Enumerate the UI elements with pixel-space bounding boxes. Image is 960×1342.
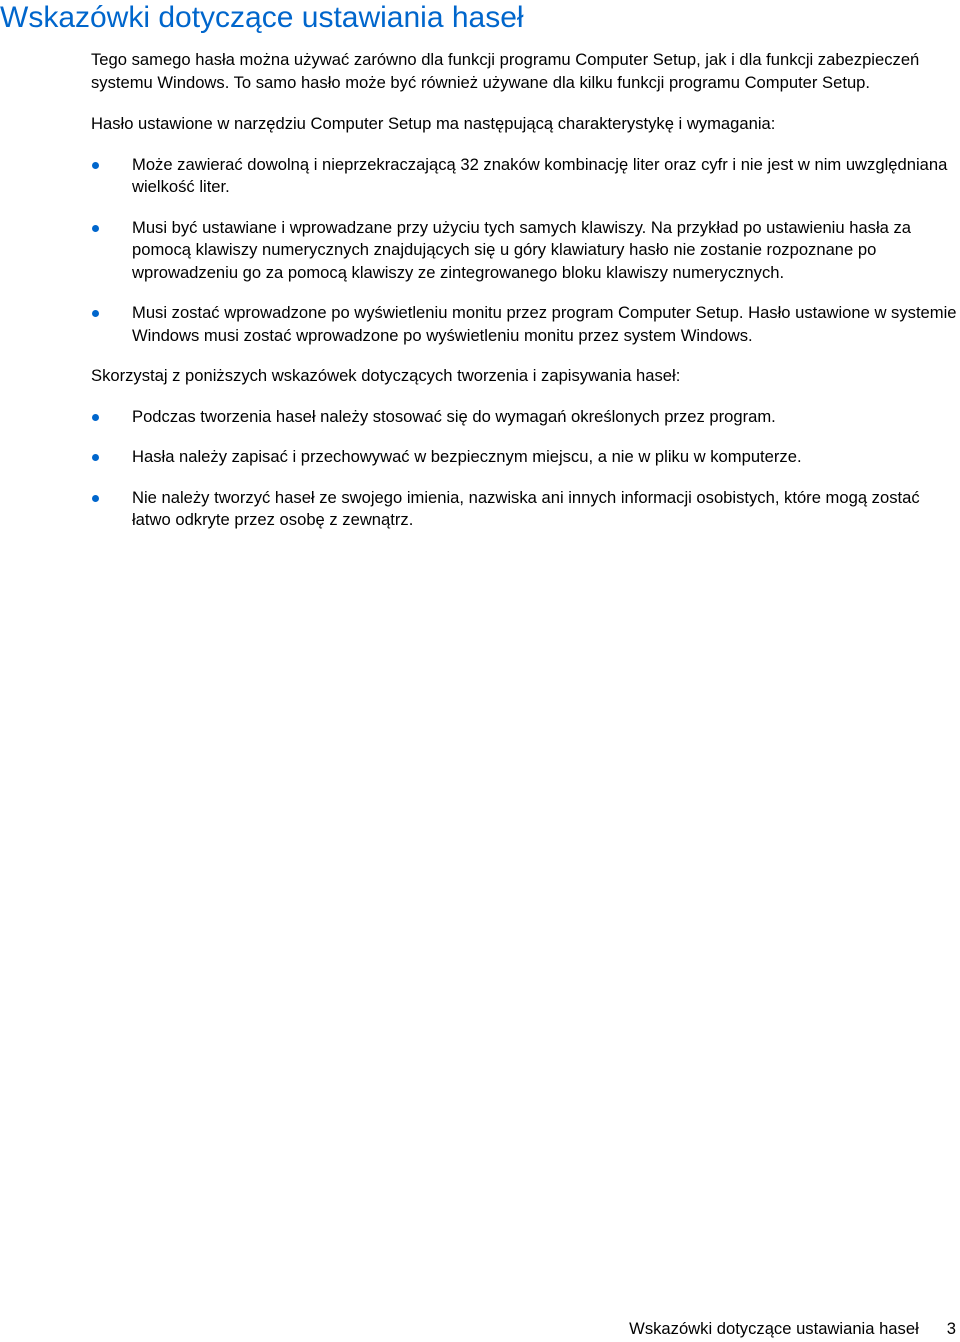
list-item-text: Może zawierać dowolną i nieprzekraczającą 32 znaków kombinację liter oraz cyfr i nie jest w nim uwzględniana wielkość liter. xyxy=(132,154,948,196)
list-item xyxy=(91,154,959,199)
requirements-list xyxy=(91,154,959,348)
list-item-text: Nie należy tworzyć haseł ze swojego imienia, nazwiska ani innych informacji osobistych, które mogą zostać łatwo odkryte przez osobę z zewnątrz. xyxy=(132,487,920,529)
bullet-icon xyxy=(92,162,99,169)
list-item xyxy=(91,406,959,429)
intro-paragraph: Tego samego hasła można używać zarówno dla funkcji programu Computer Setup, jak i dla funkcji zabezpieczeń systemu Windows. To samo hasło może być również używane dla kilku funkcji programu Computer Setup. xyxy=(91,50,920,92)
bullet-icon xyxy=(92,225,99,232)
tips-list xyxy=(91,406,959,532)
list-item xyxy=(91,487,959,532)
list-item-text: Podczas tworzenia haseł należy stosować się do wymagań określonych przez program. xyxy=(132,406,776,426)
list-item-text: Hasła należy zapisać i przechowywać w bezpiecznym miejscu, a nie w pliku w komputerze. xyxy=(132,447,802,466)
bullet-icon xyxy=(92,495,99,502)
list-item xyxy=(91,217,959,285)
page-title: Wskazówki dotyczące ustawiania haseł xyxy=(0,1,524,34)
bullet-icon xyxy=(92,414,99,421)
bullet-icon xyxy=(92,310,99,317)
list-item-text: Musi zostać wprowadzone po wyświetleniu monitu przez program Computer Setup. Hasło ustawione w systemie Windows musi zostać wprowadzone po wyświetleniu monitu przez system Windows. xyxy=(132,303,957,345)
bullet-icon xyxy=(92,454,99,461)
tips-intro: Skorzystaj z poniższych wskazówek dotyczących tworzenia i zapisywania haseł: xyxy=(91,366,681,385)
list-item xyxy=(91,302,959,347)
footer-section-title: Wskazówki dotyczące ustawiania haseł xyxy=(629,1319,919,1338)
document-body xyxy=(91,49,959,550)
list-item xyxy=(91,446,959,469)
page-number: 3 xyxy=(946,1319,956,1338)
requirements-intro: Hasło ustawione w narzędziu Computer Setup ma następującą charakterystykę i wymagania: xyxy=(91,114,776,133)
page-footer xyxy=(629,1318,956,1340)
list-item-text: Musi być ustawiane i wprowadzane przy użyciu tych samych klawiszy. Na przykład po ustawieniu hasła za pomocą klawiszy numerycznych znajdujących się u góry klawiatury hasło nie zostanie rozpoznane po wprowadzeniu go za pomocą klawiszy ze zintegrowanego bloku klawiszy numerycznych. xyxy=(132,217,912,282)
